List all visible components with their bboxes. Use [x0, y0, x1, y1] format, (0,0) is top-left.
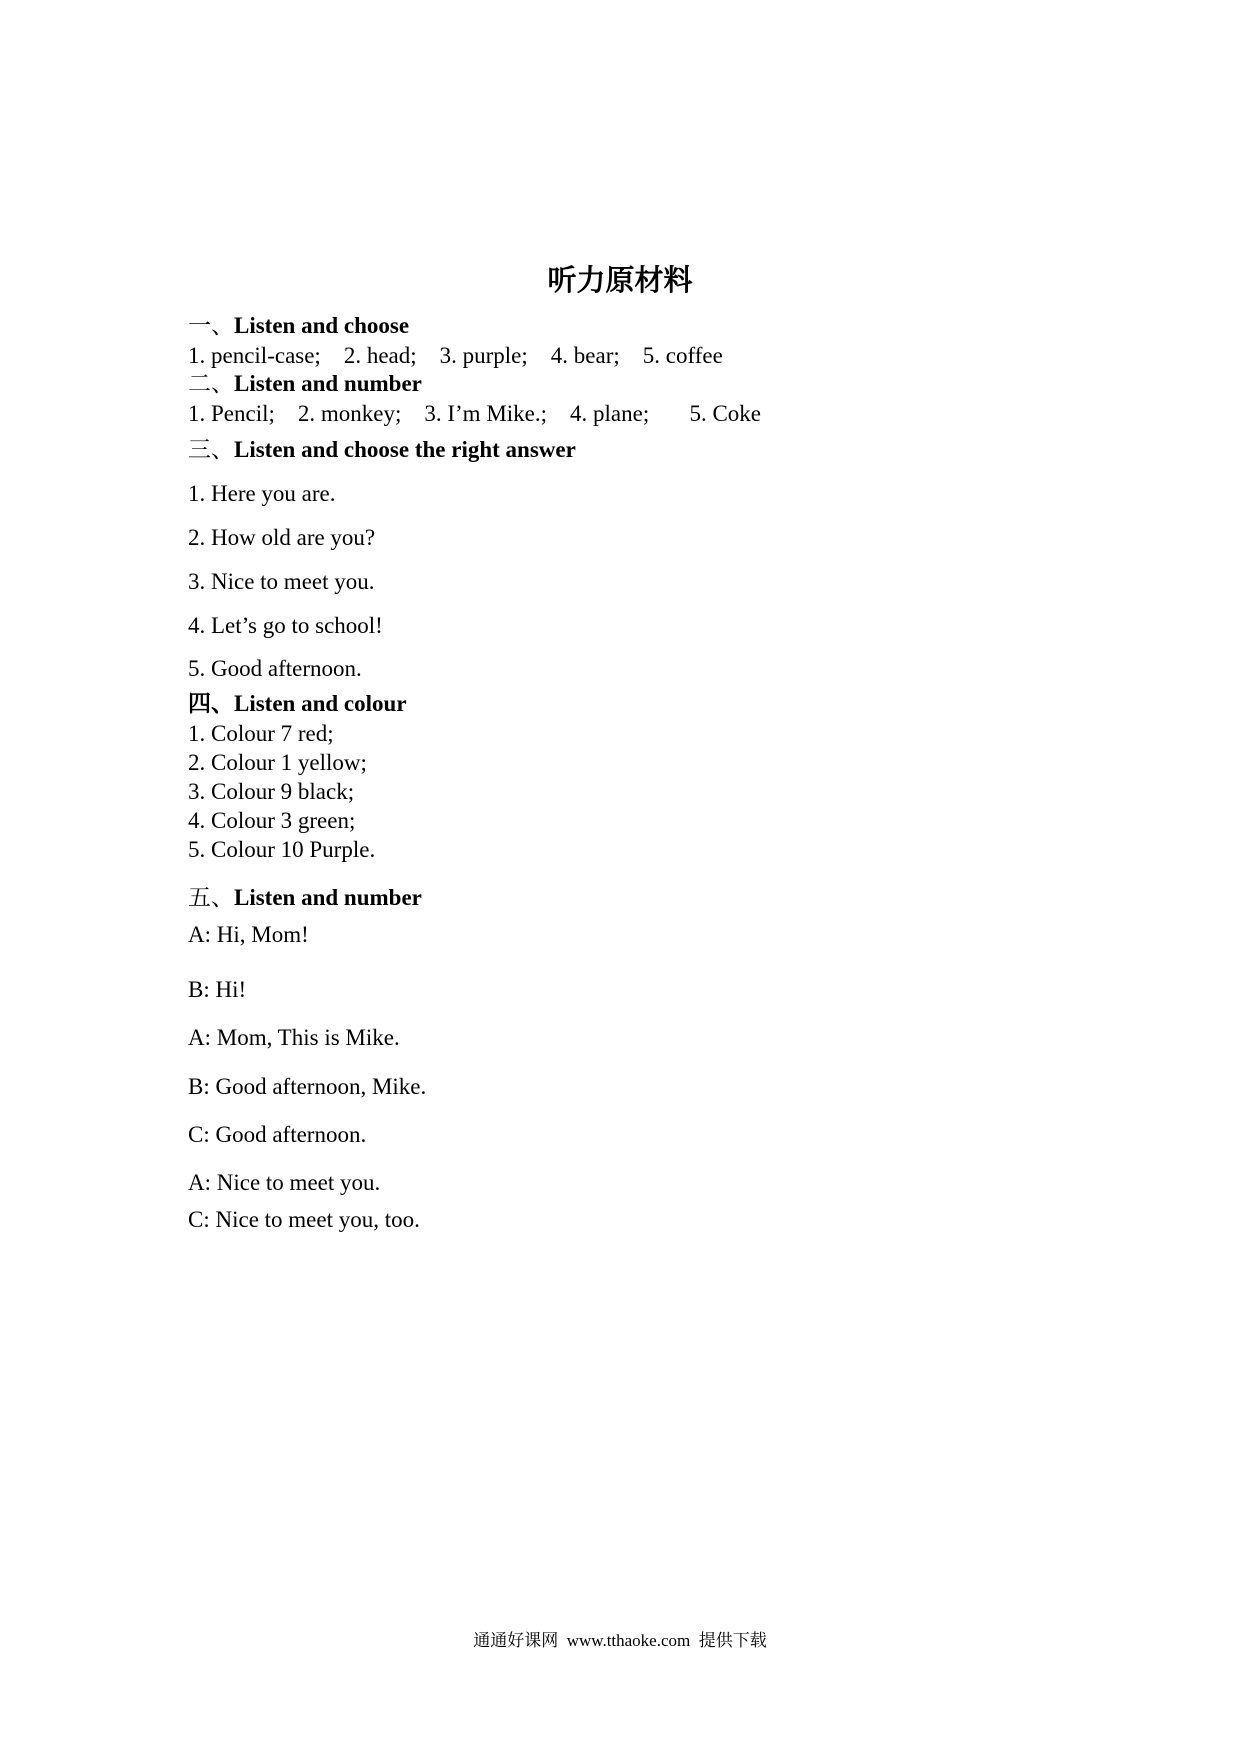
- footer-site-name: 通通好课网: [473, 1631, 559, 1651]
- section-3-line-2: 2. How old are you?: [188, 525, 376, 550]
- section-4-line-4: 4. Colour 3 green;: [188, 808, 356, 833]
- dialogue-line-5: C: Good afternoon.: [188, 1122, 367, 1147]
- section-2-heading: [188, 370, 422, 398]
- section-3-title: Listen and choose the right answer: [234, 437, 576, 462]
- section-2-line-1: 1. Pencil; 2. monkey; 3. I’m Mike.; 4. plane; 5. Coke: [188, 401, 762, 426]
- section-4-line-3: 3. Colour 9 black;: [188, 779, 355, 804]
- section-4-line-2: 2. Colour 1 yellow;: [188, 750, 367, 775]
- section-5-number: 五、: [188, 885, 234, 911]
- section-3-line-3: 3. Nice to meet you.: [188, 569, 375, 594]
- section-4-heading: [188, 690, 407, 718]
- dialogue-line-7: C: Nice to meet you, too.: [188, 1207, 420, 1232]
- section-2-number: 二、: [188, 371, 234, 397]
- section-5-title: Listen and number: [234, 885, 422, 910]
- section-3-line-4: 4. Let’s go to school!: [188, 613, 383, 638]
- section-1-title: Listen and choose: [234, 313, 410, 338]
- section-1-heading: [188, 312, 409, 340]
- dialogue-line-6: A: Nice to meet you.: [188, 1170, 381, 1195]
- section-3-line-1: 1. Here you are.: [188, 481, 336, 506]
- section-3-heading: [188, 436, 576, 464]
- section-5-heading: [188, 884, 422, 912]
- section-1-number: 一、: [188, 313, 234, 339]
- section-1-line-1: 1. pencil-case; 2. head; 3. purple; 4. bear; 5. coffee: [188, 343, 723, 368]
- dialogue-line-2: B: Hi!: [188, 977, 247, 1002]
- page-title: 听力原材料: [547, 263, 693, 297]
- section-4-line-5: 5. Colour 10 Purple.: [188, 837, 376, 862]
- dialogue-line-1: A: Hi, Mom!: [188, 922, 309, 947]
- dialogue-line-4: B: Good afternoon, Mike.: [188, 1074, 427, 1099]
- section-4-number: 四、: [188, 691, 234, 717]
- footer-url: www.tthaoke.com: [566, 1631, 691, 1650]
- page-footer: [0, 1630, 1240, 1652]
- footer-suffix: 提供下载: [698, 1631, 767, 1651]
- section-2-title: Listen and number: [234, 371, 422, 396]
- section-3-number: 三、: [188, 437, 234, 463]
- section-3-line-5: 5. Good afternoon.: [188, 656, 362, 681]
- section-4-line-1: 1. Colour 7 red;: [188, 721, 334, 746]
- section-4-title: Listen and colour: [234, 691, 407, 716]
- dialogue-line-3: A: Mom, This is Mike.: [188, 1025, 400, 1050]
